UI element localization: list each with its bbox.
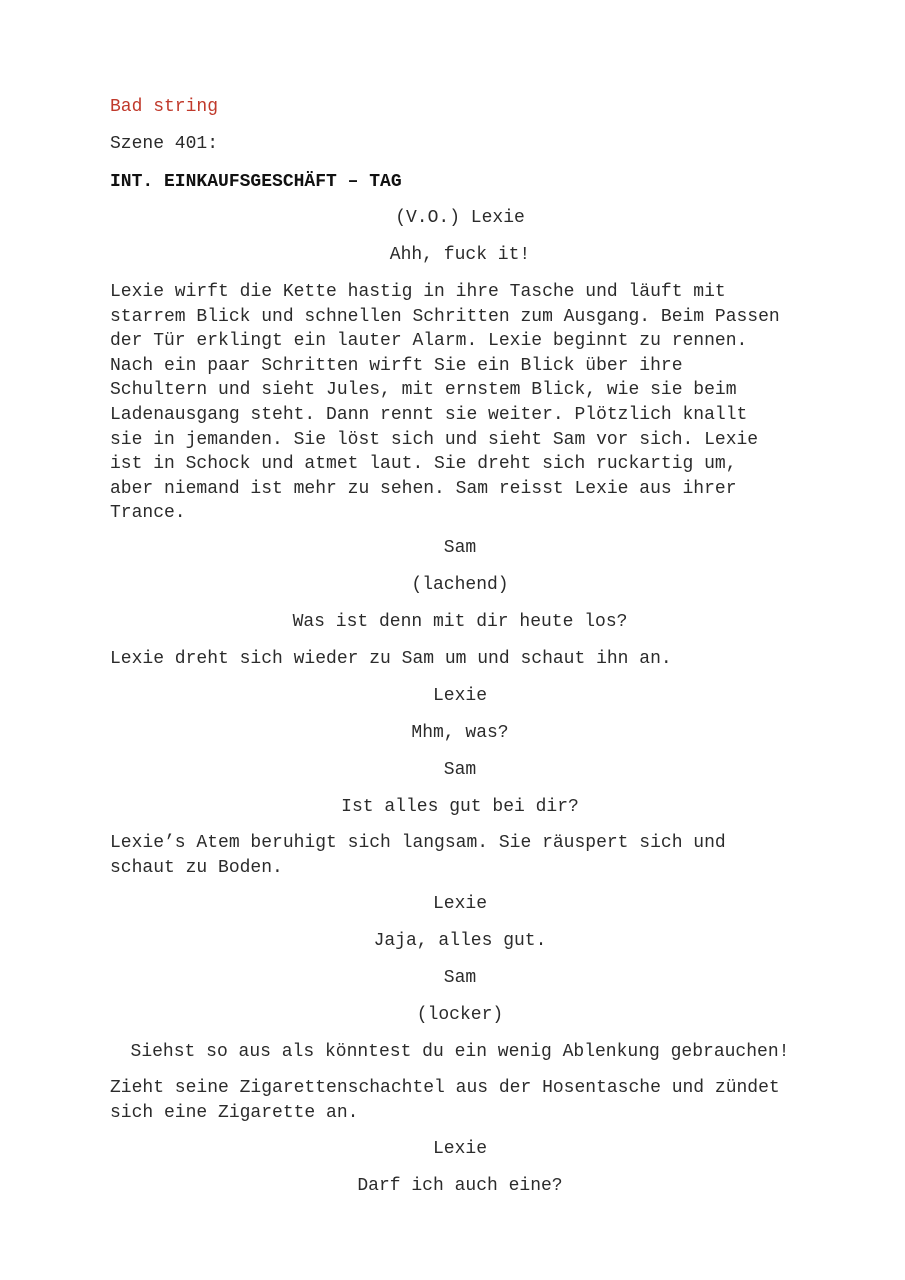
action-line: Lexie wirft die Kette hastig in ihre Tasche und läuft mit (110, 282, 726, 302)
character-name: (V.O.) Lexie (395, 208, 525, 228)
action-line: Nach ein paar Schritten wirft Sie ein Blick über ihre (110, 355, 683, 376)
character-name: Lexie (432, 686, 487, 706)
parenthetical: (lachend) (411, 575, 509, 595)
dialogue-line: Siehst so aus als könntest du ein wenig Ablenkung gebrauchen! (130, 1042, 790, 1062)
action-line: schaut zu Boden. (110, 857, 283, 878)
scene-number: Szene 401: (110, 134, 219, 154)
dialogue-line: Ahh, fuck it! (389, 245, 531, 265)
dialogue-line: Darf ich auch eine? (357, 1176, 563, 1196)
dialogue-line: Was ist denn mit dir heute los? (292, 612, 628, 632)
action-paragraph (110, 1076, 810, 1125)
dialogue-line: Jaja, alles gut. (373, 931, 547, 951)
character-name: Lexie (432, 1139, 487, 1159)
action-line: Schultern und sieht Jules, mit ernstem Blick, wie sie beim (110, 380, 737, 401)
action-line: starrem Blick und schnellen Schritten zum Ausgang. Beim Passen (110, 306, 780, 327)
action-line: Lexie’s Atem beruhigt sich langsam. Sie räuspert sich und (110, 833, 726, 853)
character-name: Lexie (432, 894, 487, 914)
dialogue-line: Ist alles gut bei dir? (341, 797, 579, 817)
action-paragraph (110, 280, 810, 526)
action-line: sich eine Zigarette an. (110, 1102, 359, 1123)
character-name: Sam (443, 968, 477, 988)
action-paragraph (110, 831, 810, 880)
character-name: Sam (443, 760, 477, 780)
action-line: Lexie dreht sich wieder zu Sam um und schaut ihn an. (110, 649, 672, 669)
action-line: ist in Schock und atmet laut. Sie dreht sich ruckartig um, (110, 454, 737, 475)
action-line: Trance. (110, 503, 186, 524)
dialogue-line: Mhm, was? (411, 723, 509, 743)
slugline: INT. EINKAUFSGESCHÄFT – TAG (110, 172, 402, 192)
action-line: sie in jemanden. Sie löst sich und sieht Sam vor sich. Lexie (110, 429, 759, 450)
action-line: Ladenausgang steht. Dann rennt sie weiter. Plötzlich knallt (110, 404, 748, 425)
action-line: der Tür erklingt ein lauter Alarm. Lexie beginnt zu rennen. (110, 331, 748, 352)
error-line: Bad string (110, 97, 219, 117)
character-name: Sam (443, 538, 477, 558)
action-line: aber niemand ist mehr zu sehen. Sam reisst Lexie aus ihrer (110, 478, 737, 499)
action-line: Zieht seine Zigarettenschachtel aus der Hosentasche und zündet (110, 1078, 780, 1098)
parenthetical: (locker) (416, 1005, 504, 1025)
